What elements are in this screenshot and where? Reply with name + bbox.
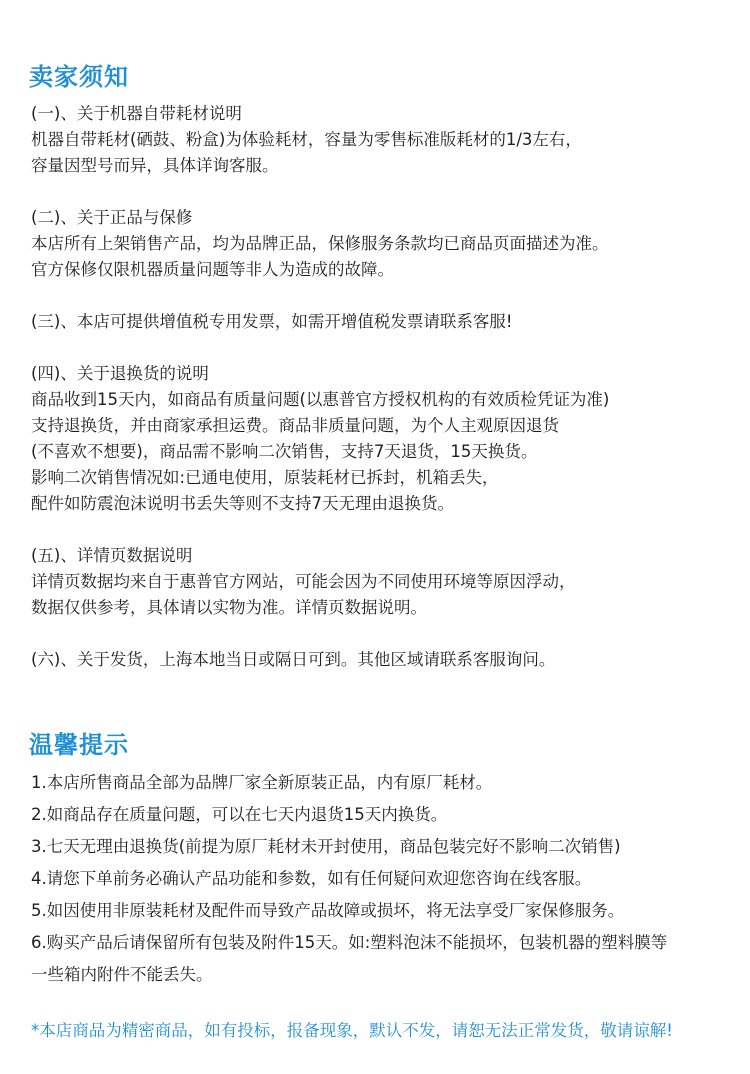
tip-item: 6.购买产品后请保留所有包装及附件15天。如:塑料泡沫不能损坏，包装机器的塑料膜等 [31, 933, 668, 952]
warm-tips-list [31, 767, 731, 991]
seller-notice-title: 卖家须知 [29, 63, 129, 91]
notice-line: 数据仅供参考，具体请以实物为准。详情页数据说明。 [31, 598, 427, 617]
notice-line: (二)、关于正品与保修 [31, 208, 193, 227]
tip-item: 4.请您下单前务必确认产品功能和参数，如有任何疑问欢迎您咨询在线客服。 [31, 869, 592, 888]
notice-line: (六)、关于发货，上海本地当日或隔日可到。其他区域请联系客服询问。 [31, 650, 556, 669]
notice-line: (不喜欢不想要)，商品需不影响二次销售，支持7天退货，15天换货。 [31, 442, 538, 461]
tip-item: 1.本店所售商品全部为品牌厂家全新原装正品，内有原厂耗材。 [31, 773, 493, 792]
notice-line: 商品收到15天内，如商品有质量问题(以惠普官方授权机构的有效质检凭证为准) [31, 390, 610, 409]
tip-item: 2.如商品存在质量问题，可以在七天内退货15天内换货。 [31, 805, 448, 824]
notice-group-warranty [31, 205, 731, 283]
notice-line: (四)、关于退换货的说明 [31, 364, 209, 383]
tip-item: 一些箱内附件不能丢失。 [31, 965, 213, 984]
notice-line: 容量因型号而异，具体详询客服。 [31, 156, 279, 175]
warm-tips-title: 温馨提示 [29, 731, 129, 759]
notice-line: 配件如防震泡沫说明书丢失等则不支持7天无理由退换货。 [31, 494, 454, 513]
notice-group-detail-data [31, 543, 731, 621]
notice-line: 本店所有上架销售产品，均为品牌正品，保修服务条款均已商品页面描述为准。 [31, 234, 609, 253]
notice-line: 官方保修仅限机器质量问题等非人为造成的故障。 [31, 260, 394, 279]
precision-goods-footnote: *本店商品为精密商品，如有投标，报备现象，默认不发，请恕无法正常发货，敬请谅解! [31, 1021, 673, 1040]
notice-line: (一)、关于机器自带耗材说明 [31, 104, 242, 123]
notice-line: 详情页数据均来自于惠普官方网站，可能会因为不同使用环境等原因浮动， [31, 572, 576, 591]
notice-line: 支持退换货，并由商家承担运费。商品非质量问题，为个人主观原因退货 [31, 416, 559, 435]
notice-group-shipping [31, 647, 731, 673]
notice-line: (五)、详情页数据说明 [31, 546, 193, 565]
tip-item: 5.如因使用非原装耗材及配件而导致产品故障或损坏，将无法享受厂家保修服务。 [31, 901, 625, 920]
seller-notice-body [31, 101, 731, 673]
notice-group-invoice [31, 309, 731, 335]
notice-line: 影响二次销售情况如:已通电使用，原装耗材已拆封，机箱丢失， [31, 468, 499, 487]
notice-line: 机器自带耗材(硒鼓、粉盒)为体验耗材，容量为零售标准版耗材的1/3左右， [31, 130, 582, 149]
tip-item: 3.七天无理由退换货(前提为原厂耗材未开封使用，商品包装完好不影响二次销售) [31, 837, 621, 856]
notice-group-returns [31, 361, 731, 517]
notice-group-consumables [31, 101, 731, 179]
notice-line: (三)、本店可提供增值税专用发票，如需开增值税发票请联系客服! [31, 312, 513, 331]
